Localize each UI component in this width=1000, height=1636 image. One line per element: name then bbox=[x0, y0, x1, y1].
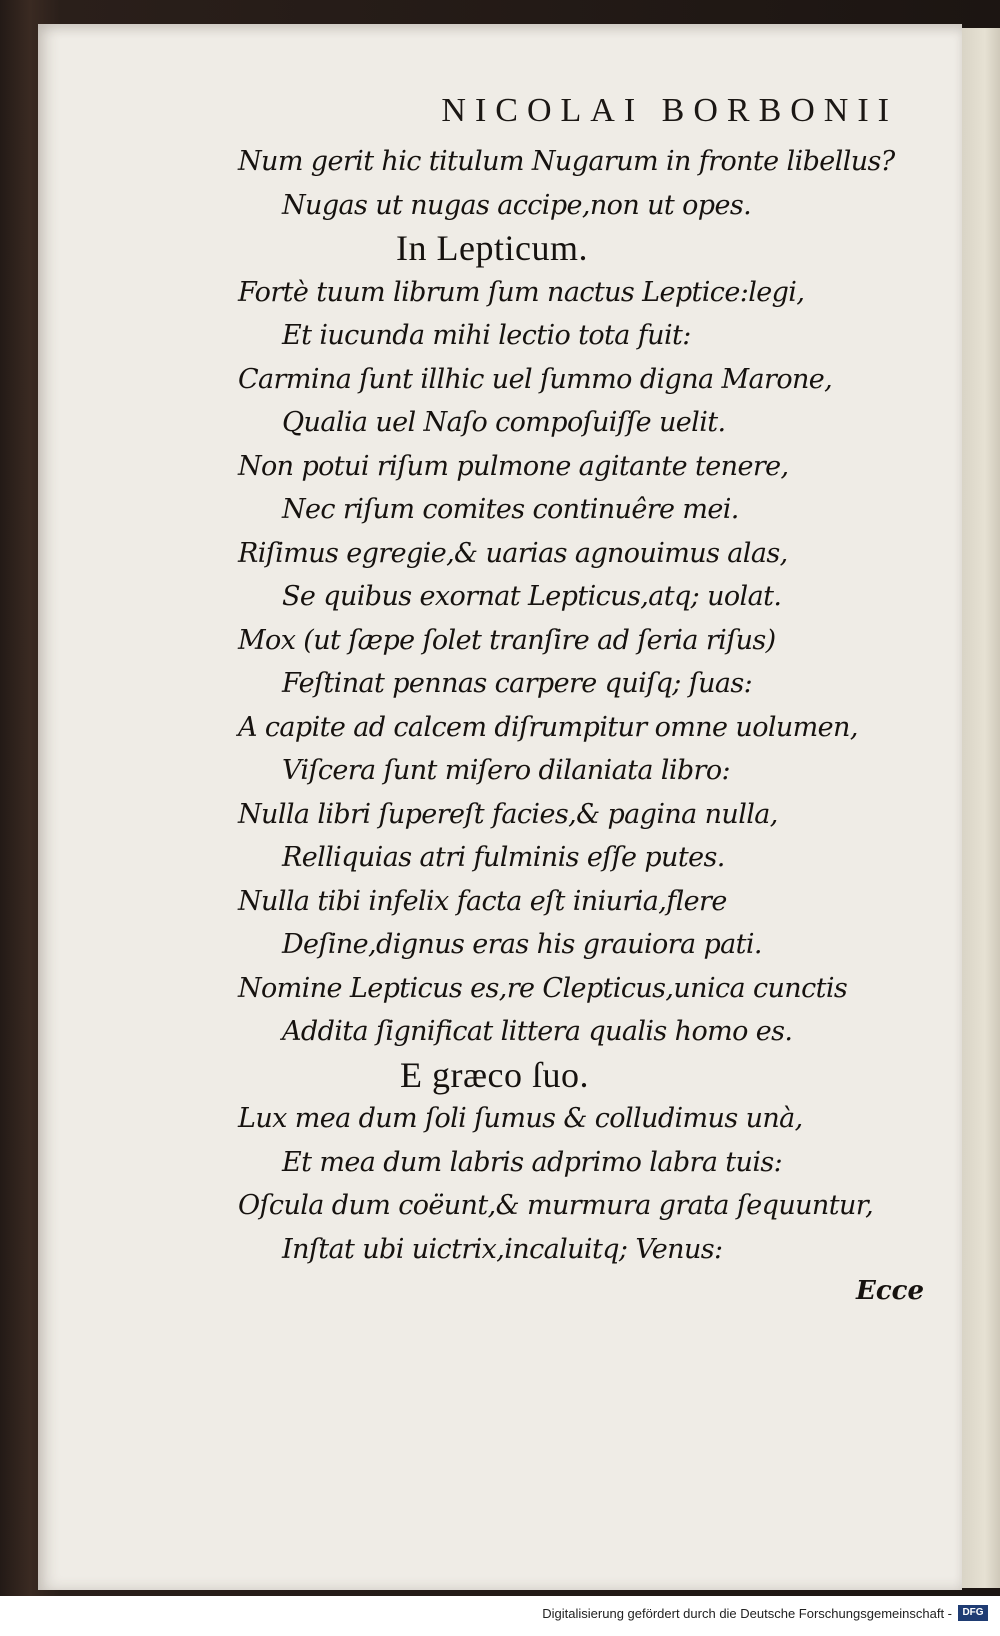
verse-line: Nulla tibi infelix facta eſt iniuria,flere bbox=[238, 885, 727, 917]
verse-line: Mox (ut ſæpe ſolet tranſire ad ſeria riſus) bbox=[238, 624, 776, 656]
funding-credit: Digitalisierung gefördert durch die Deutsche Forschungsgemeinschaft - bbox=[542, 1606, 952, 1621]
verse-line: Num gerit hic titulum Nugarum in fronte libellus? bbox=[238, 146, 895, 177]
facing-page-edge bbox=[962, 28, 1000, 1588]
verse-line: Nec riſum comites continuêre mei. bbox=[282, 494, 739, 525]
verse-line: Fortè tuum librum ſum nactus Leptice:legi, bbox=[238, 276, 805, 308]
verse-line: Feſtinat pennas carpere quiſq; ſuas: bbox=[282, 668, 753, 699]
verse-line: Nugas ut nugas accipe,non ut opes. bbox=[282, 189, 752, 221]
poem-heading: E græco ſuo. bbox=[400, 1054, 589, 1095]
verse-line: Et iucunda mihi lectio tota fuit: bbox=[282, 320, 691, 351]
verse-line: Oſcula dum coëunt,& murmura grata ſequuntur, bbox=[238, 1190, 874, 1221]
dfg-logo: DFG bbox=[958, 1605, 988, 1621]
catchword: Ecce bbox=[856, 1276, 925, 1306]
poem-text-block bbox=[238, 140, 938, 1271]
verse-line: Inſtat ubi uictrix,incaluitq; Venus: bbox=[282, 1233, 723, 1265]
poem-heading: In Lepticum. bbox=[396, 228, 588, 268]
verse-line: Nomine Lepticus es,re Clepticus,unica cunctis bbox=[238, 972, 848, 1004]
verse-line: Viſcera ſunt miſero dilaniata libro: bbox=[282, 755, 731, 786]
verse-line: Lux mea dum ſoli ſumus & colludimus unà, bbox=[238, 1103, 803, 1134]
verse-line: Addita ſignificat littera qualis homo es. bbox=[282, 1016, 793, 1047]
verse-line: Se quibus exornat Lepticus,atq; uolat. bbox=[282, 581, 782, 612]
verse-line: Nulla libri ſupereſt facies,& pagina nulla, bbox=[238, 798, 778, 830]
verse-line: Deſine,dignus eras his grauiora pati. bbox=[282, 929, 762, 960]
verse-line: Non potui riſum pulmone agitante tenere, bbox=[238, 450, 789, 482]
verse-line: Qualia uel Naſo compoſuiſſe uelit. bbox=[282, 407, 726, 438]
running-head: NICOLAI BORBONII bbox=[441, 92, 898, 129]
book-page bbox=[38, 24, 962, 1590]
verse-line: Et mea dum labris adprimo labra tuis: bbox=[282, 1146, 783, 1178]
verse-line: Relliquias atri fulminis eſſe putes. bbox=[282, 842, 725, 873]
verse-line: Riſimus egregie,& uarias agnouimus alas, bbox=[238, 537, 788, 569]
verse-line: A capite ad calcem diſrumpitur omne uolumen, bbox=[238, 711, 858, 743]
verse-line: Carmina ſunt illhic uel ſummo digna Marone, bbox=[238, 363, 833, 395]
digitization-footer bbox=[0, 1596, 1000, 1636]
